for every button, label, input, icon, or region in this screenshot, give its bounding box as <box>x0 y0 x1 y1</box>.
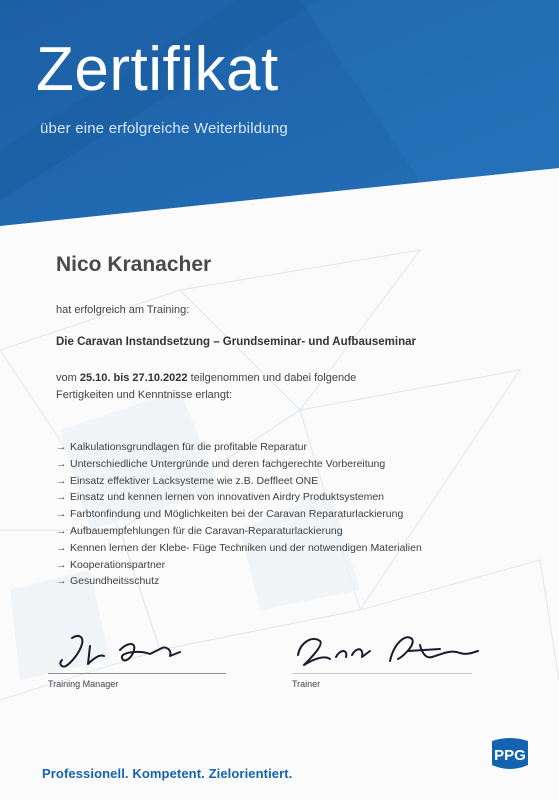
period-text <box>56 372 356 384</box>
arrow-right-icon: → <box>56 558 67 571</box>
arrow-right-icon: → <box>56 575 67 588</box>
period-suffix: teilgenommen und dabei folgende <box>190 372 357 384</box>
arrow-right-icon: → <box>56 474 67 487</box>
manager-signature-label: Training Manager <box>48 679 119 689</box>
certificate-subtitle: über eine erfolgreiche Weiterbildung <box>40 120 288 137</box>
arrow-right-icon: → <box>56 441 67 453</box>
arrow-right-icon: → <box>56 508 67 521</box>
list-item <box>56 473 422 490</box>
skill-label: Einsatz effektiver Lacksysteme wie z.B. Deffleet ONE <box>70 474 319 487</box>
list-item <box>56 489 422 506</box>
skill-label: Farbtonfindung und Möglichkeiten bei der Caravan Reparaturlackierung <box>70 508 404 521</box>
list-item <box>56 557 422 574</box>
trainer-signature <box>290 625 490 680</box>
intro-text: hat erfolgreich am Training: <box>56 304 190 316</box>
skill-label: Einsatz und kennen lernen von innovativen Airdry Produktsystemen <box>70 491 385 504</box>
period-dates: 25.10. bis 27.10.2022 <box>79 372 188 384</box>
skill-label: Kooperationspartner <box>70 558 166 571</box>
arrow-right-icon: → <box>56 524 67 537</box>
certificate-title: Zertifikat <box>36 35 279 104</box>
arrow-right-icon: → <box>56 457 67 470</box>
skill-label: Kalkulationsgrundlagen für die profitable Reparatur <box>70 441 307 453</box>
arrow-right-icon: → <box>56 491 67 504</box>
logo-text: PPG <box>494 747 526 764</box>
list-item <box>56 523 422 540</box>
skill-label: Aufbauempfehlungen für die Caravan-Reparaturlackierung <box>70 524 343 537</box>
manager-signature-line <box>48 673 226 674</box>
manager-signature <box>50 628 220 679</box>
trainer-signature-label: Trainer <box>292 679 321 689</box>
arrow-right-icon: → <box>56 541 67 554</box>
period-prefix: vom <box>56 372 77 384</box>
trainer-signature-line <box>292 673 472 674</box>
course-title: Die Caravan Instandsetzung – Grundseminar- und Aufbauseminar <box>56 336 416 348</box>
period-text-line2: Fertigkeiten und Kenntnisse erlangt: <box>56 389 233 401</box>
list-item <box>56 540 422 557</box>
list-item <box>56 439 422 456</box>
slogan: Professionell. Kompetent. Zielorientiert. <box>42 766 293 781</box>
ppg-logo <box>486 735 534 773</box>
list-item <box>56 506 422 523</box>
skill-label: Kennen lernen der Klebe- Füge Techniken und der notwendigen Materialien <box>70 541 422 554</box>
list-item <box>56 456 422 473</box>
skills-list <box>56 439 422 590</box>
recipient-name: Nico Kranacher <box>56 253 212 276</box>
skill-label: Gesundheitsschutz <box>70 575 160 588</box>
skill-label: Unterschiedliche Untergründe und deren fachgerechte Vorbereitung <box>70 457 386 470</box>
list-item <box>56 573 422 590</box>
